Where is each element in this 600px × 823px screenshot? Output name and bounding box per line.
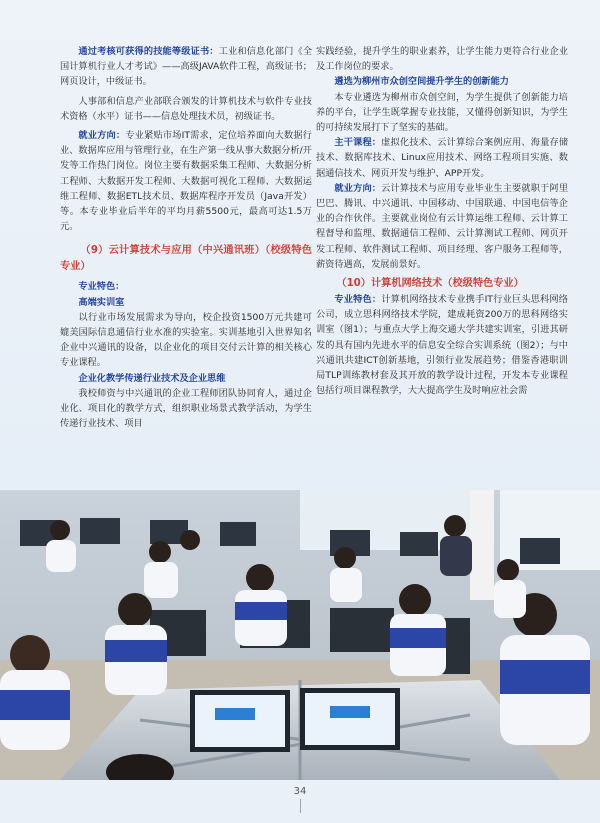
cert-paragraph [60,44,312,90]
page-number-rule [300,799,301,813]
right-column [316,44,568,398]
employment-lead: 就业方向： [78,130,126,142]
feature-label: 专业特色： [78,281,125,293]
cert-text: 工业和信息化部门《全国计算机行业人才考试》——高级JAVA软件工程，高级证书； 网页设计，中级证书。 [60,46,313,88]
jobs-paragraph [316,181,568,272]
employment-text: 专业紧贴市场IT需求，定位培养面向大数据行业、数据库应用与管理行业，在生产第一线从事大数据分析/开发等工作热门岗位。岗位主要有数据采集工程师、大数据分析工程师、大数据开发工程师、大数据可视化工程师、大数据运维工程师、数据ETL技术员、数据库程序开发员（Java开发）等。本专业毕业后半年的平均月薪5500元，最高可达1.5万元。 [60,130,312,233]
page-number [0,786,600,813]
edu-title: 企业化教学传递行业技术及企业思维 [78,372,226,384]
section-9-title: （9）云计算技术与应用（中兴通讯班）（校级特色专业） [60,245,312,273]
page-number-text: 34 [293,786,307,797]
courses-text: 虚拟化技术、云计算综合案例应用、海量存储技术、数据库技术、Linux应用技术、网络工程项目实施、数据通信技术、网页开发与维护、APP开发。 [316,137,569,179]
courses-paragraph [316,135,568,181]
classroom-illustration [0,490,600,780]
left-column [60,44,312,431]
classroom-photo [0,490,600,780]
network-feature-paragraph [316,292,568,398]
jobs-text: 云计算技术与应用专业毕业生主要就职于阿里巴巴、腾讯、中兴通讯、中国移动、中国联通、中国电信等企业的合作伙伴。主要就业岗位有云计算运维工程师、云计算工程督导和监理、数据通信工程师、云计算测试工程师、网页开发工程师、软件测试工程师、项目经理、客户服务工程师等，薪资待遇高，发展前景好。 [316,182,569,270]
employment-paragraph [60,128,312,234]
courses-lead: 主干课程： [334,137,382,149]
innovation-title: 遴选为柳州市众创空间提升学生的创新能力 [334,76,509,88]
practice-text: 实践经验，提升学生的职业素养，让学生能力更符合行业企业及工作岗位的要求。 [316,46,568,73]
lab-title: 高端实训室 [78,296,125,308]
cert-paragraph-2: 人事部和信息产业部联合颁发的计算机技术与软件专业技术资格（水平）证书——信息处理技术员，初级证书。 [60,95,312,122]
section-10-title: （10）计算机网络技术（校级特色专业） [336,278,524,290]
jobs-lead: 就业方向： [334,182,382,194]
innovation-text: 本专业遴选为柳州市众创空间，为学生提供了创新能力培养的平台，让学生既掌握专业技能，又懂得创新知识，为学生的可持续发展打下了坚实的基础。 [316,91,568,134]
network-feature-text: 计算机网络技术专业携手IT行业巨头思科网络公司，成立思科网络技术学院，建成耗资200万的思科网络实训室（图1）；与重点大学上海交通大学共建实训室，引进其研发的具有国内先进水平的信息安全综合实训系统（图2）；与中兴通讯共建ICT创新基地，引领行业发展趋势；借鉴香港职训局TLP训练教材套及其开放的教学设计过程，开发本专业课程包括行项目课程教学，大大提高学生及时响应社会需 [316,294,568,397]
cert-lead: 通过考核可获得的技能等级证书： [78,46,219,57]
lab-text: 以行业市场发展需求为导向，校企投资1500万元共建可媲美国际信息通信行业水准的实验室。实训基地引入世界知名企业中兴通讯的设备，以企业化的项目交付云计算的相关核心专业课程。 [60,311,312,369]
edu-text: 我校师资与中兴通讯的企业工程师团队协同育人，通过企业化、项目化的教学方式，组织职业场景式教学活动，为学生传递行业技术、项目 [60,387,312,430]
network-feature-lead: 专业特色： [334,294,382,306]
